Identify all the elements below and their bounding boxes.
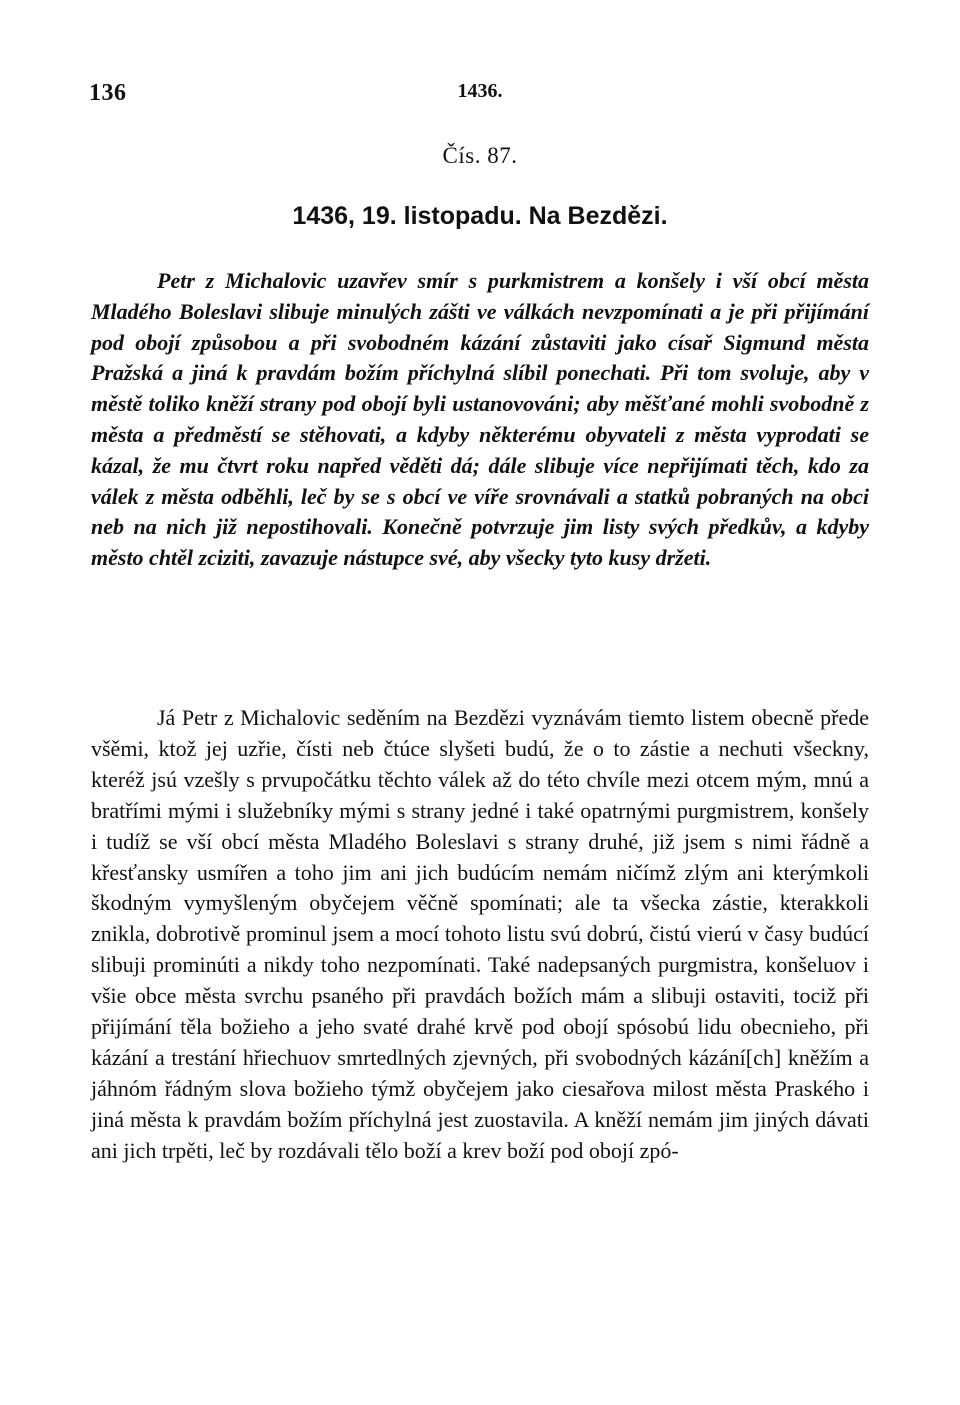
running-head: 1436. (457, 80, 503, 102)
page-number: 136 (89, 80, 127, 106)
document-body-text: Já Petr z Michalovic seděním na Bezdězi vyznávám tiemto listem obecně přede všěmi, ktož jej uzřie, čísti neb čtúce slyšeti budú, že o to zástie a nechuti všeckny, kteréž jsú vzešly s prvupočátku těchto válek až do této chvíle mezi otcem mým, mnú a bratřími mými i služebníky mými s strany jedné i také opatrnými purgmistrem, konšely i tudíž se vší obcí města Mladého Boleslavi s strany druhé, již jsem s nimi řádně a křesťansky usmířen a toho jim ani jich budúcím nemám ničímž zlým ani kterýmkoli škodným vymyšleným obyčejem věčně spomínati; ale ta všecka zástie, kterakkoli znikla, dobrotivě prominul jsem a mocí tohoto listu svú dobrú, čistú vierú v časy budúcí slibuji prominúti a nikdy toho nezpomínati. Také nadepsaných purgmistra, konšeluov i všie obce města svrchu psaného při pravdách božích mám a slibuji ostaviti, tociž při přijímání těla božieho a jeho svaté drahé krvě pod obojí spósobú lidu obecnieho, při kázání a trestání hřiechuov smrtedlných zjevných, při svobodných kázání[ch] kněžím a jáhnóm řádným slova božieho týmž obyčejem jako ciesařova milost města Praského i jiná města k pravdám božím příchylná jest zuostavila. A kněží nemám jim jiných dávati ani jich trpěti, leč by rozdávali tělo boží a krev boží pod obojí zpó- (91, 705, 869, 1163)
date-place-heading: 1436, 19. listopadu. Na Bezdězi. (292, 202, 668, 230)
regest-summary: Petr z Michalovic uzavřev smír s purkmistrem a konšely i vší obcí města Mladého Boleslavi slibuje minulých zášti ve válkách nevzpomínati a je při přijímání pod obojí způsobou a při svobodném kázání zůstaviti jako císař Sigmund města Pražská a jiná k pravdám božím příchylná slíbil ponechati. Při tom svoluje, aby v městě toliko kněží strany pod obojí byli ustanovováni; aby měšťané mohli svobodně z města a předměstí se stěhovati, a kdyby některému obyvateli z města vyprodati se kázal, že mu čtvrt roku napřed věděti dá; dále slibuje více nepřijímati těch, kdo za válek z města odběhli, leč by se s obcí ve víře srovnávali a statků pobraných na obci neb na nich již nepostihovali. Konečně potvrzuje jim listy svých předkův, a kdyby město chtěl zciziti, zavazuje nástupce své, aby všecky tyto kusy držeti. (91, 268, 869, 571)
document-number: Čís. 87. (442, 143, 518, 168)
